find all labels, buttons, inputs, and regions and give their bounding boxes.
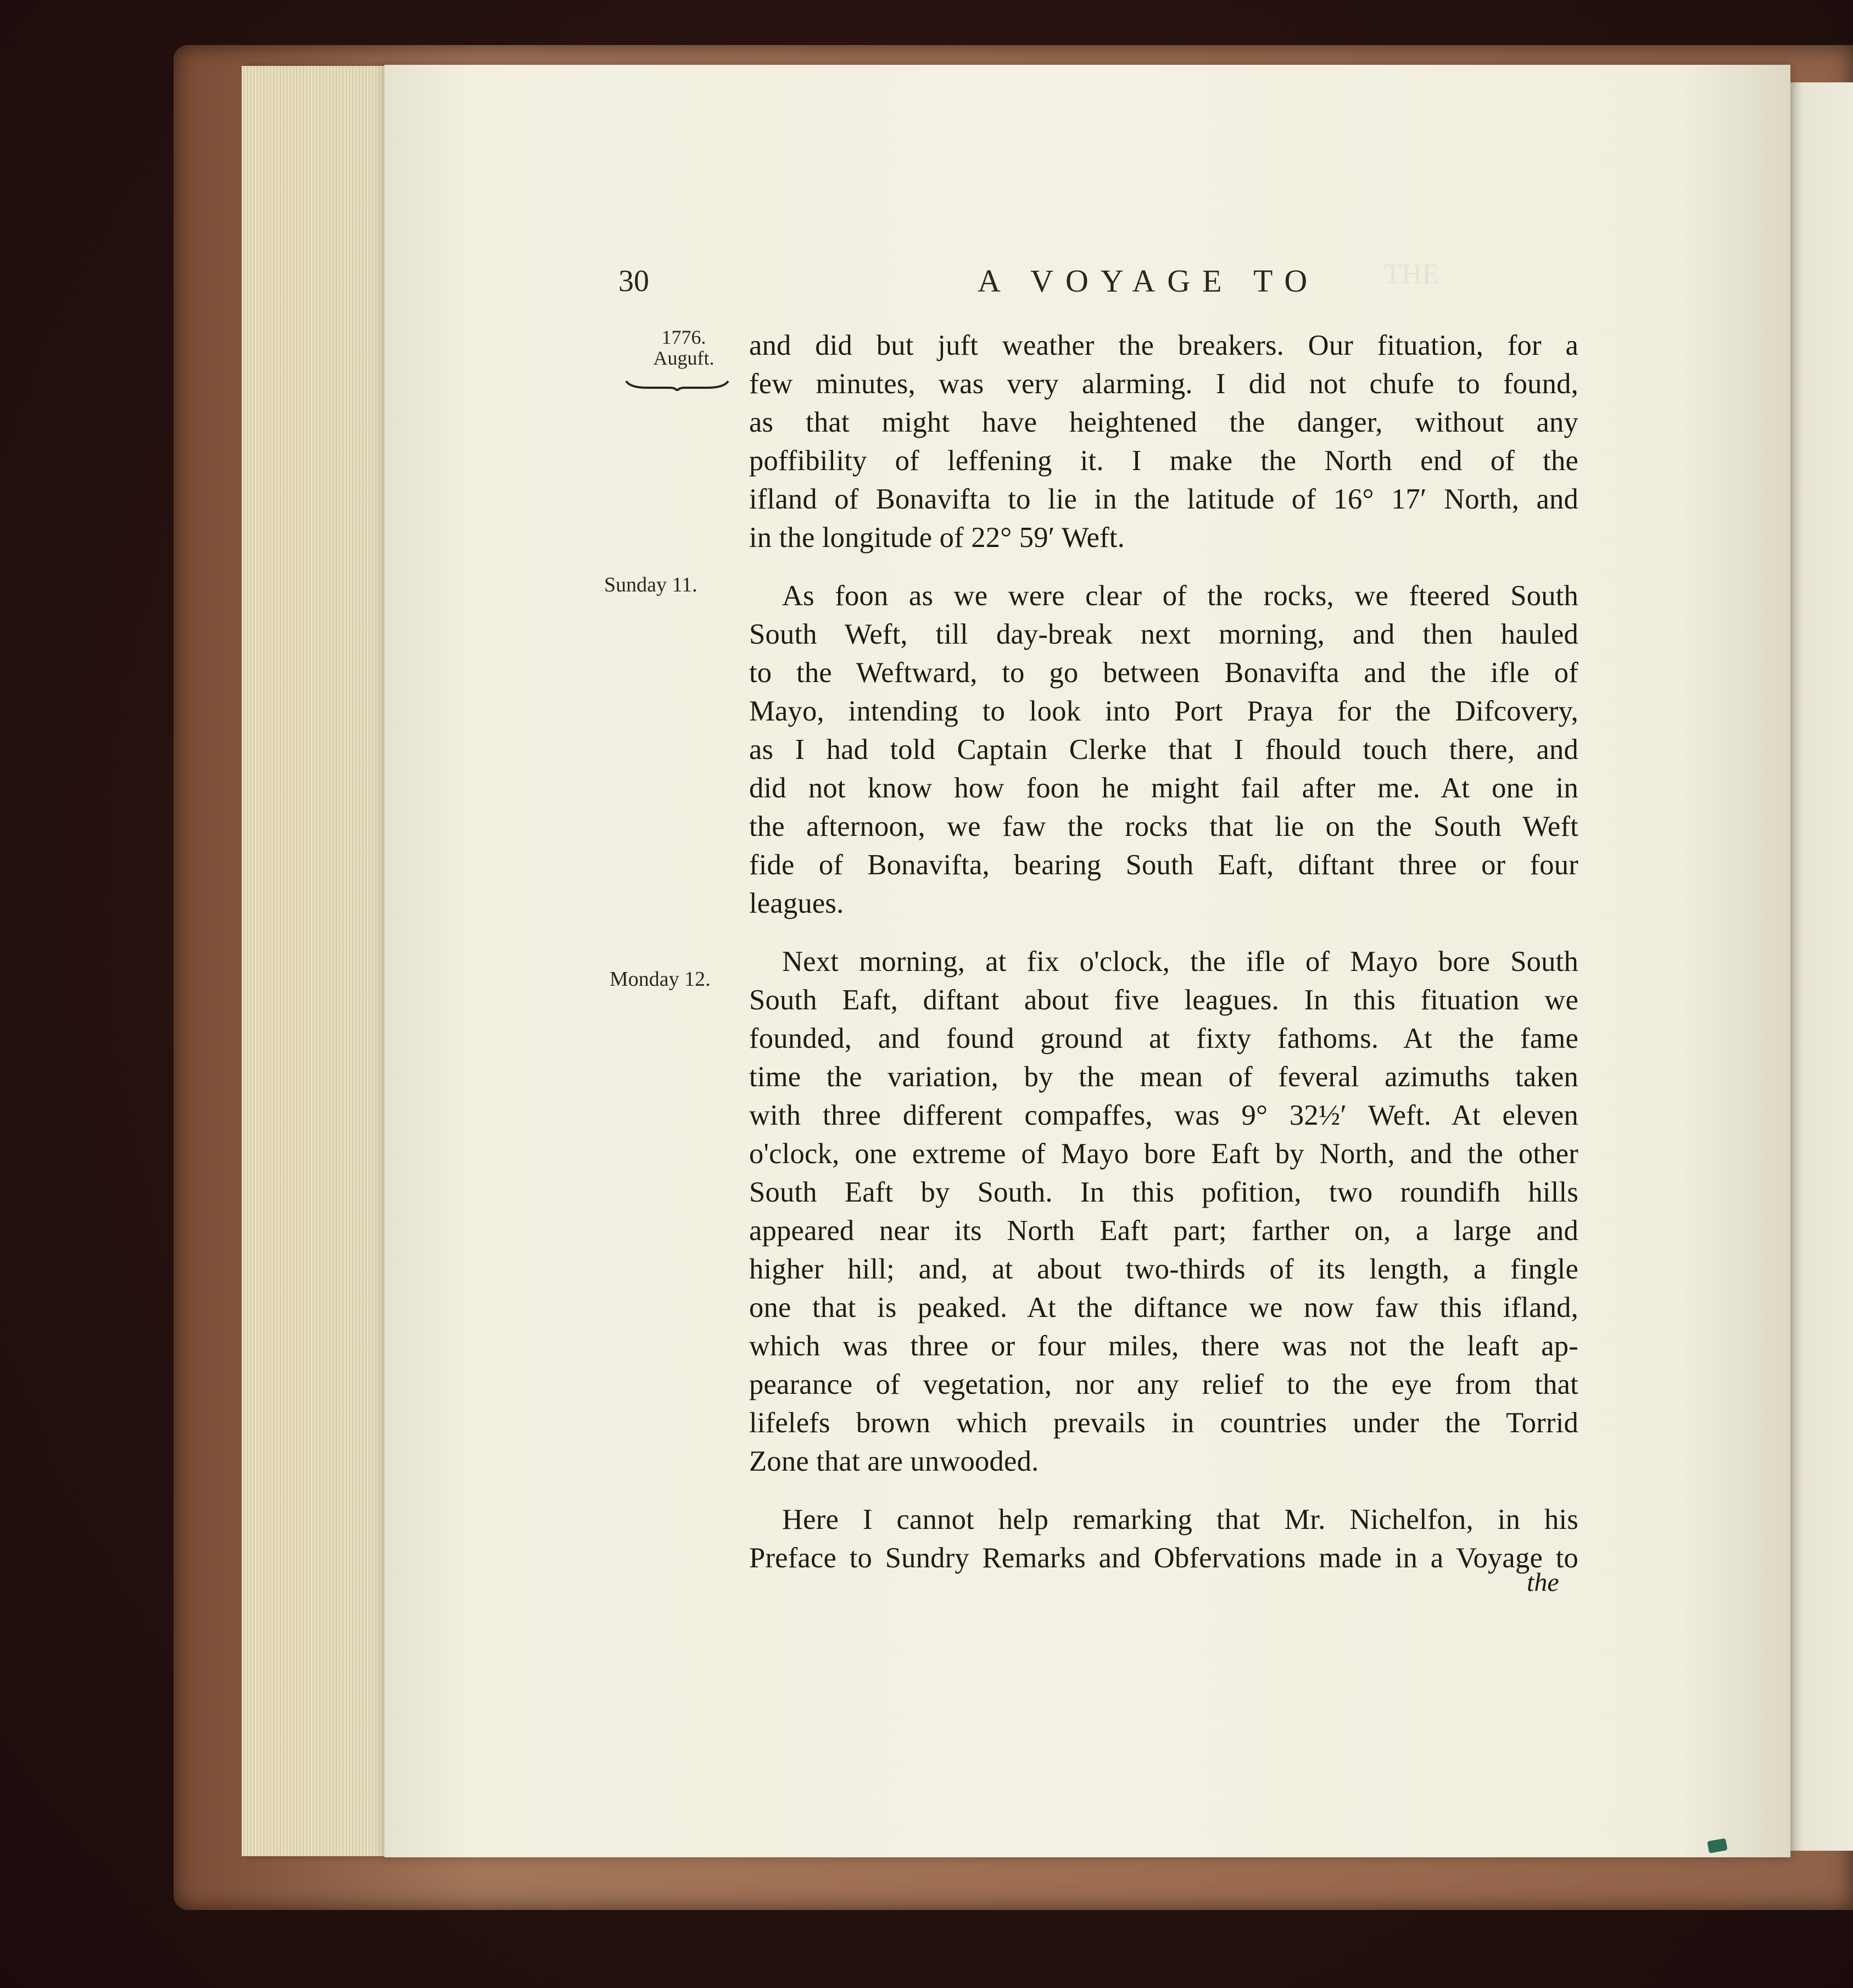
page-number: 30 <box>618 264 649 298</box>
brace-ornament <box>625 379 729 391</box>
text-line: Zone that are unwooded. <box>749 1445 1039 1477</box>
paragraph-1 <box>749 326 1578 557</box>
text-line: South Weft, till day-break next morning, and then hauled <box>749 618 1578 650</box>
text-line: poffibility of leffening it. I make the North end of the <box>749 445 1578 477</box>
text-line: founded, and found ground at fixty fathoms. At the fame <box>749 1023 1578 1054</box>
text-line: Preface to Sundry Remarks and Obfervations made in a Voyage to <box>749 1542 1578 1574</box>
text-line: ifland of Bonavifta to lie in the latitude of 16° 17′ North, and <box>749 483 1578 515</box>
margin-year: 1776. <box>661 326 706 348</box>
margin-note-sunday: Sunday 11. <box>604 573 697 596</box>
text-line: Next morning, at fix o'clock, the ifle of Mayo bore South <box>782 946 1578 978</box>
text-line: with three different compaffes, was 9° 32½′ Weft. At eleven <box>749 1099 1578 1131</box>
margin-note-monday: Monday 12. <box>610 968 711 991</box>
text-line: fide of Bonavifta, bearing South Eaft, diftant three or four <box>749 849 1578 881</box>
text-line: Here I cannot help remarking that Mr. Nichelfon, in his <box>782 1504 1578 1535</box>
text-line: South Eaft by South. In this pofition, two roundifh hills <box>749 1176 1578 1208</box>
bleed-through-mark: THE <box>1384 259 1440 290</box>
text-line: the afternoon, we faw the rocks that lie on the South Weft <box>749 811 1578 842</box>
margin-month: Auguft. <box>653 347 715 369</box>
facing-page-edge <box>1786 82 1853 1851</box>
margin-note-date <box>621 327 747 369</box>
text-line: higher hill; and, at about two-thirds of its length, a fingle <box>749 1253 1578 1285</box>
text-line: leagues. <box>749 887 844 919</box>
text-line: o'clock, one extreme of Mayo bore Eaft by North, and the other <box>749 1138 1578 1170</box>
text-line: pearance of vegetation, nor any relief to the eye from that <box>749 1369 1578 1400</box>
paragraph-2 <box>749 577 1578 923</box>
body-text <box>749 326 1578 1577</box>
text-line: which was three or four miles, there was not the leaft ap- <box>749 1330 1578 1362</box>
text-line: as that might have heightened the danger, without any <box>749 406 1578 438</box>
text-line: to the Weftward, to go between Bonavifta and the ifle of <box>749 657 1578 689</box>
text-line: appeared near its North Eaft part; farther on, a large and <box>749 1215 1578 1247</box>
text-line: time the variation, by the mean of feveral azimuths taken <box>749 1061 1578 1093</box>
text-line: as I had told Captain Clerke that I fhould touch there, and <box>749 734 1578 766</box>
text-line: South Eaft, diftant about five leagues. In this fituation we <box>749 984 1578 1016</box>
text-line: and did but juft weather the breakers. Our fituation, for a <box>749 330 1578 361</box>
catchword: the <box>1527 1568 1559 1597</box>
text-line: lifelefs brown which prevails in countries under the Torrid <box>749 1407 1578 1439</box>
text-line: one that is peaked. At the diftance we now faw this ifland, <box>749 1292 1578 1324</box>
text-line: few minutes, was very alarming. I did not chufe to found, <box>749 368 1578 400</box>
text-line: in the longitude of 22° 59′ Weft. <box>749 522 1125 554</box>
paragraph-4 <box>749 1500 1578 1577</box>
paragraph-3 <box>749 942 1578 1481</box>
page-edges <box>242 66 386 1856</box>
running-head: A VOYAGE TO <box>978 263 1320 299</box>
text-line: Mayo, intending to look into Port Praya for the Difcovery, <box>749 695 1578 727</box>
text-line: As foon as we were clear of the rocks, we fteered South <box>782 580 1578 612</box>
text-line: did not know how foon he might fail after me. At one in <box>749 772 1578 804</box>
